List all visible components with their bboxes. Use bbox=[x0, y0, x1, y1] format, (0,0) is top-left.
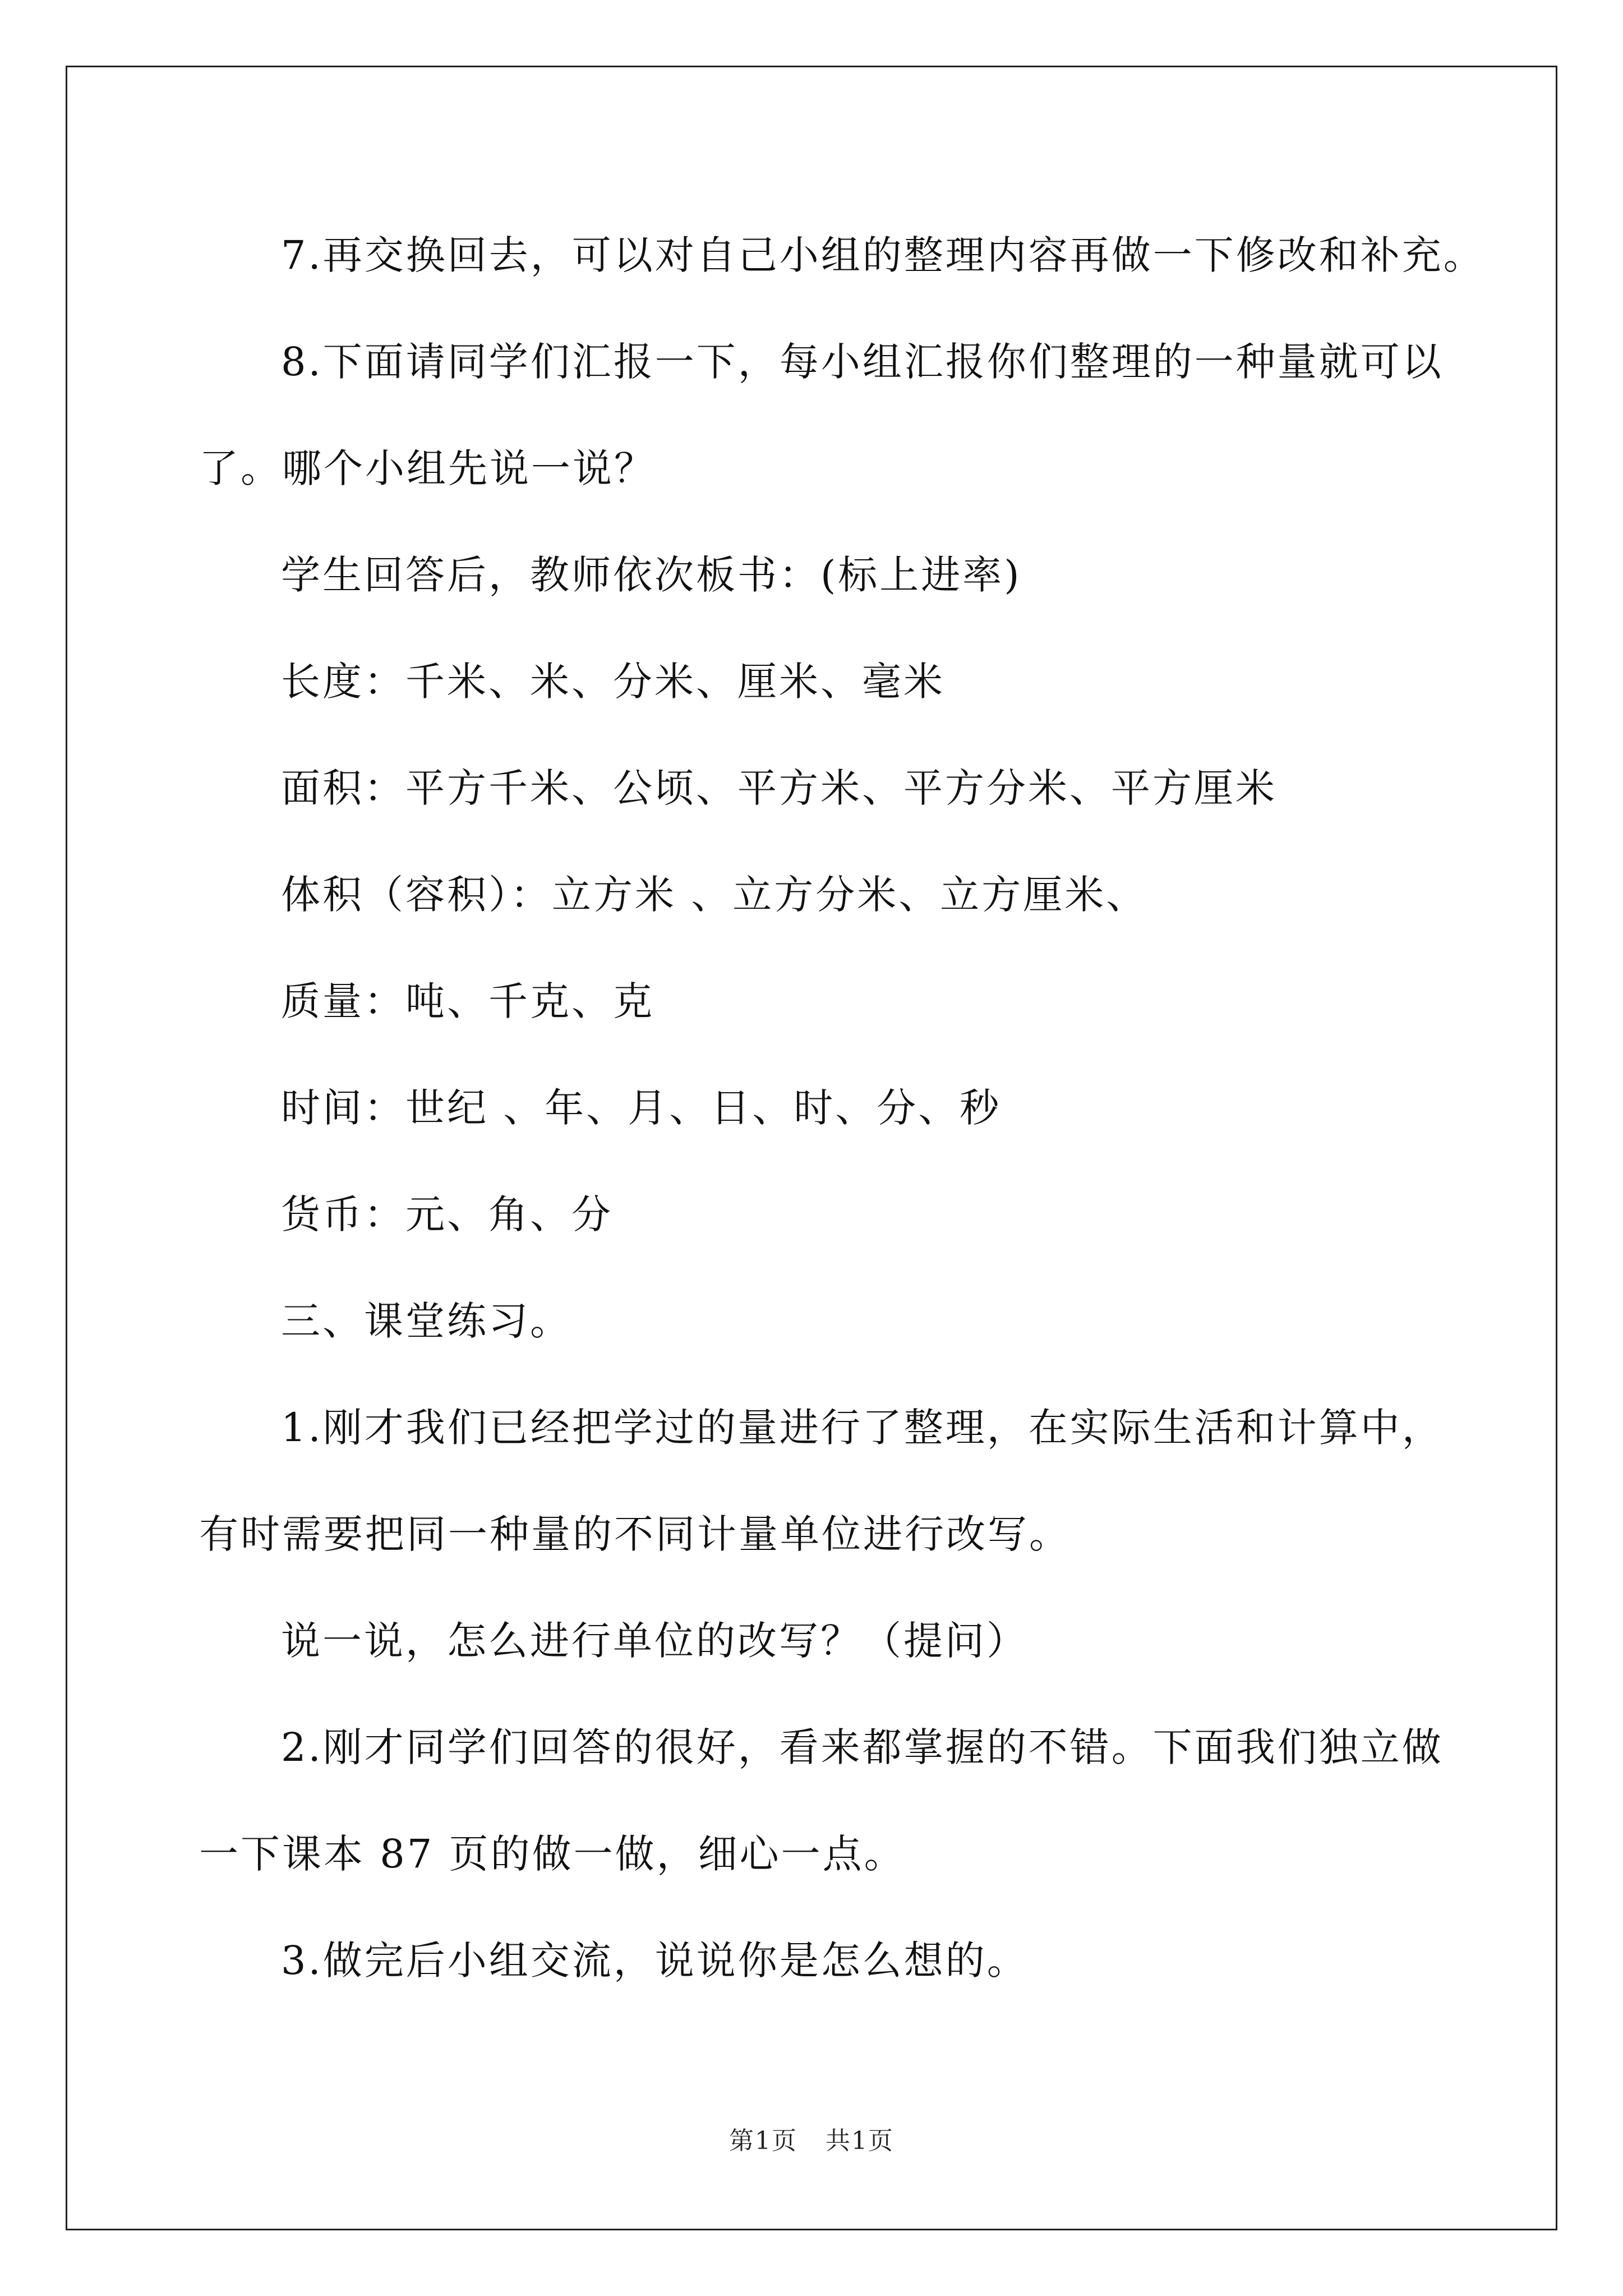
paragraph: 有时需要把同一种量的不同计量单位进行改写。 bbox=[199, 1511, 1071, 1557]
paragraph: 质量：吨、千克、克 bbox=[281, 978, 654, 1024]
paragraph: 长度：千米、米、分米、厘米、毫米 bbox=[281, 659, 945, 705]
page-footer bbox=[0, 2120, 1623, 2156]
paragraph: 面积：平方千米、公顷、平方米、平方分米、平方厘米 bbox=[281, 765, 1277, 811]
paragraph: 货币：元、角、分 bbox=[281, 1191, 613, 1237]
paragraph: 说一说，怎么进行单位的改写？（提问） bbox=[281, 1618, 1028, 1664]
page-total: 共1页 bbox=[826, 2127, 894, 2155]
paragraph: 1.刚才我们已经把学过的量进行了整理，在实际生活和计算中， bbox=[281, 1405, 1444, 1451]
document-body bbox=[199, 202, 1485, 2014]
paragraph: 7.再交换回去，可以对自己小组的整理内容再做一下修改和补充。 bbox=[281, 232, 1485, 278]
paragraph: 2.刚才同学们回答的很好，看来都掌握的不错。下面我们独立做 bbox=[281, 1724, 1444, 1770]
section-heading: 三、课堂练习。 bbox=[281, 1298, 571, 1344]
paragraph: 了。哪个小组先说一说？ bbox=[199, 445, 656, 491]
paragraph: 8.下面请同学们汇报一下，每小组汇报你们整理的一种量就可以 bbox=[281, 339, 1444, 385]
page-number: 第1页 bbox=[729, 2127, 797, 2155]
paragraph: 体积（容积）：立方米 、立方分米、立方厘米、 bbox=[281, 872, 1148, 918]
paragraph: 一下课本 87 页的做一做，细心一点。 bbox=[199, 1831, 906, 1877]
paragraph: 时间：世纪 、年、月、日、时、分、秒 bbox=[281, 1085, 1002, 1131]
paragraph: 3.做完后小组交流，说说你是怎么想的。 bbox=[281, 1938, 1029, 1984]
paragraph: 学生回答后，教师依次板书：(标上进率) bbox=[281, 552, 1022, 598]
